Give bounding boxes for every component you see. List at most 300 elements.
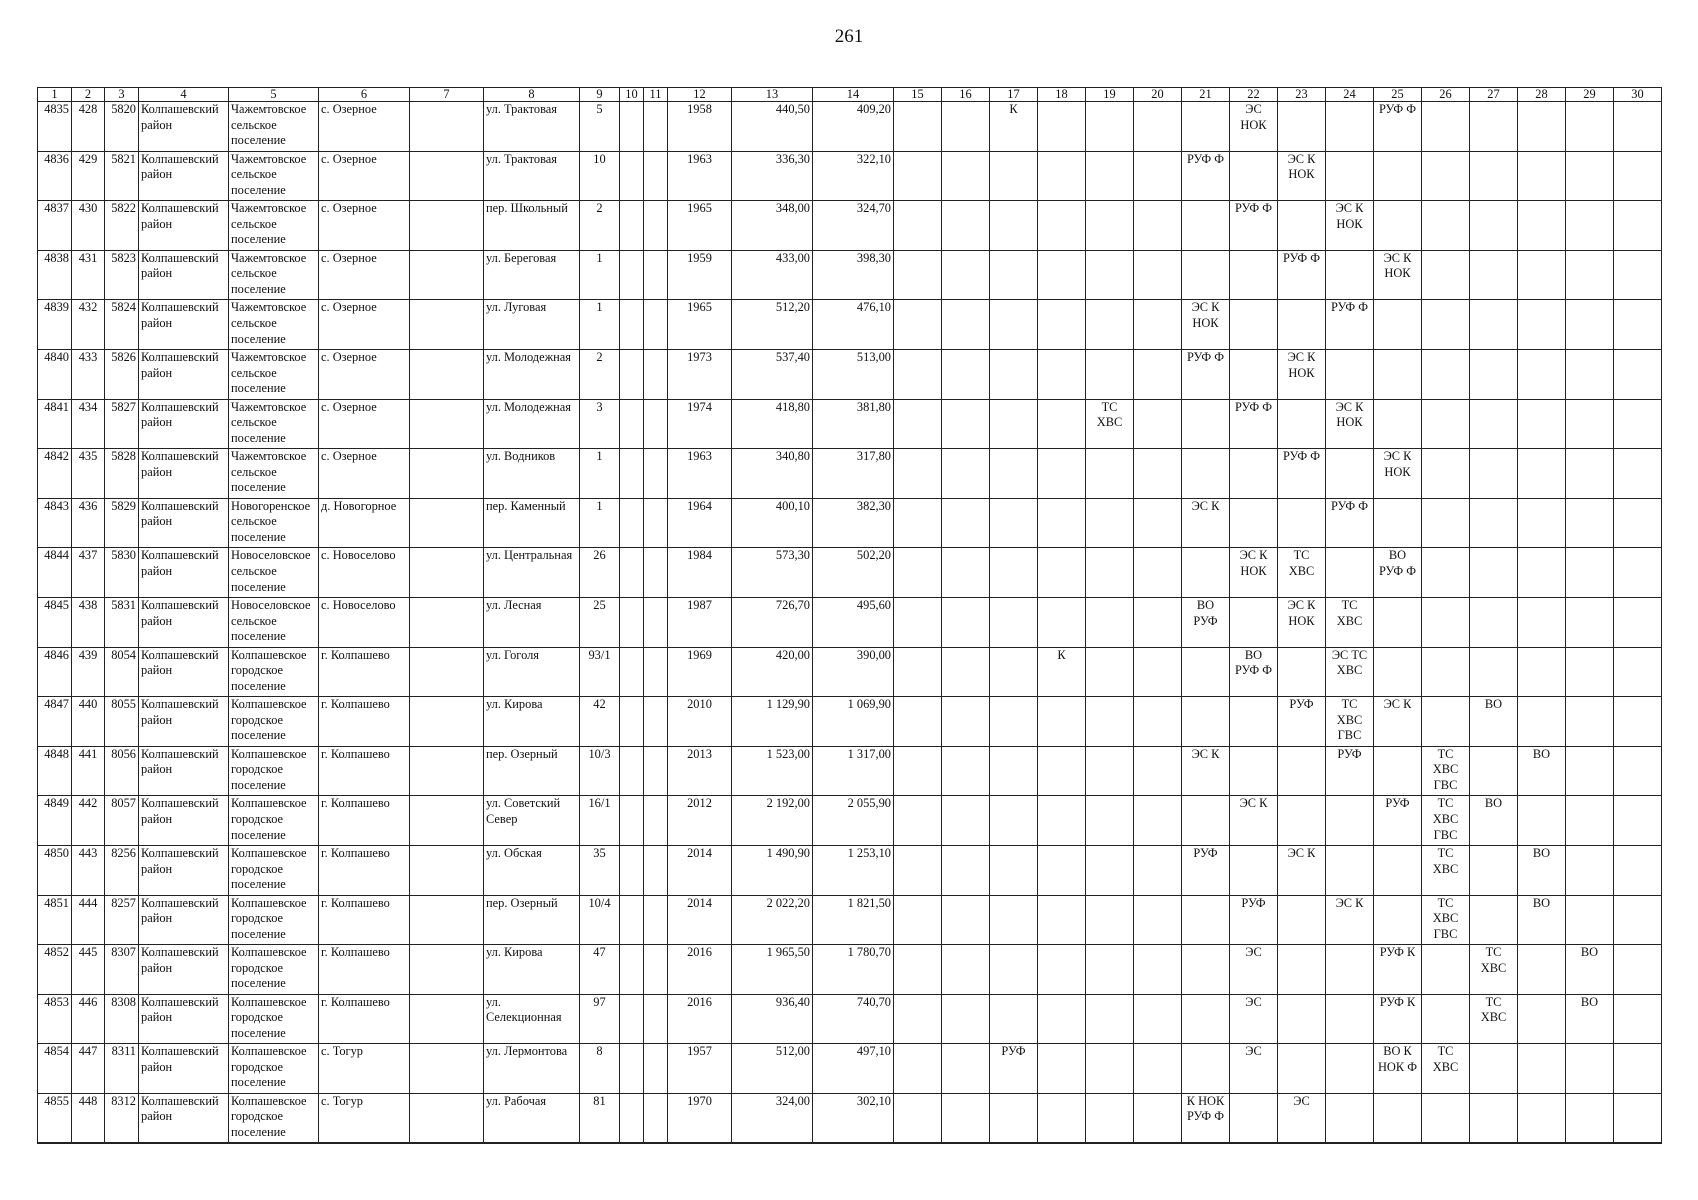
cell-col-17 [990, 895, 1038, 945]
cell-row-number: 4848 [38, 746, 72, 796]
cell-col-10 [620, 349, 644, 399]
cell-settlement-municipality: Новоселовское сельское поселение [229, 597, 319, 647]
cell-registry-id: 5830 [105, 548, 139, 598]
cell-col-23 [1278, 746, 1326, 796]
cell-living-area: 1 069,90 [813, 697, 894, 747]
cell-col-24: РУФ [1326, 746, 1374, 796]
cell-street: пер. Каменный [484, 498, 580, 548]
cell-col-21: РУФ Ф [1182, 349, 1230, 399]
cell-col-30 [1614, 647, 1662, 697]
column-header-30: 30 [1614, 88, 1662, 102]
cell-col-30 [1614, 895, 1662, 945]
cell-col-29 [1566, 250, 1614, 300]
cell-municipal-district: Колпашевский район [139, 796, 229, 846]
cell-col-30 [1614, 548, 1662, 598]
cell-col-10 [620, 845, 644, 895]
cell-col-22: ЭС К [1230, 796, 1278, 846]
cell-col-10 [620, 945, 644, 995]
cell-row-number: 4853 [38, 994, 72, 1044]
cell-col-25 [1374, 597, 1422, 647]
cell-living-area: 502,20 [813, 548, 894, 598]
cell-col-19 [1086, 1044, 1134, 1094]
cell-year-built: 1958 [668, 102, 732, 152]
cell-col-28 [1518, 647, 1566, 697]
cell-col-21 [1182, 548, 1230, 598]
cell-col-10 [620, 895, 644, 945]
cell-col-16 [942, 201, 990, 251]
cell-col-23 [1278, 102, 1326, 152]
cell-col-27 [1470, 1044, 1518, 1094]
cell-col-15 [894, 548, 942, 598]
cell-house-number: 1 [580, 498, 620, 548]
cell-living-area: 324,70 [813, 201, 894, 251]
cell-municipal-district: Колпашевский район [139, 498, 229, 548]
cell-col-26 [1422, 647, 1470, 697]
cell-col-24 [1326, 1044, 1374, 1094]
cell-street: ул. Селекционная [484, 994, 580, 1044]
cell-col-20 [1134, 647, 1182, 697]
table-row [38, 1044, 1662, 1094]
cell-municipal-district: Колпашевский район [139, 1044, 229, 1094]
register-body [38, 102, 1662, 1143]
cell-row-number: 4838 [38, 250, 72, 300]
cell-living-area: 740,70 [813, 994, 894, 1044]
cell-street: ул. Кирова [484, 945, 580, 995]
cell-col-20 [1134, 895, 1182, 945]
cell-total-area: 1 523,00 [732, 746, 813, 796]
cell-local-number: 434 [72, 399, 105, 449]
cell-col-28: ВО [1518, 746, 1566, 796]
cell-col-23 [1278, 647, 1326, 697]
cell-living-area: 322,10 [813, 151, 894, 201]
cell-registry-id: 8057 [105, 796, 139, 846]
column-header-28: 28 [1518, 88, 1566, 102]
cell-row-number: 4842 [38, 449, 72, 499]
cell-row-number: 4851 [38, 895, 72, 945]
cell-col-10 [620, 399, 644, 449]
cell-local-number: 429 [72, 151, 105, 201]
cell-living-area: 317,80 [813, 449, 894, 499]
cell-col-17 [990, 201, 1038, 251]
cell-col-20 [1134, 250, 1182, 300]
cell-col-7 [410, 151, 484, 201]
cell-col-24 [1326, 1093, 1374, 1143]
cell-col-19 [1086, 746, 1134, 796]
cell-settlement-municipality: Колпашевское городское поселение [229, 796, 319, 846]
cell-col-27 [1470, 250, 1518, 300]
cell-col-29 [1566, 449, 1614, 499]
cell-col-26 [1422, 1093, 1470, 1143]
cell-col-20 [1134, 151, 1182, 201]
cell-col-16 [942, 498, 990, 548]
cell-col-17 [990, 300, 1038, 350]
column-header-3: 3 [105, 88, 139, 102]
cell-col-20 [1134, 498, 1182, 548]
cell-col-20 [1134, 994, 1182, 1044]
cell-col-28 [1518, 449, 1566, 499]
cell-col-26 [1422, 548, 1470, 598]
cell-locality: г. Колпашево [319, 697, 410, 747]
cell-settlement-municipality: Колпашевское городское поселение [229, 845, 319, 895]
cell-registry-id: 8055 [105, 697, 139, 747]
column-header-12: 12 [668, 88, 732, 102]
cell-col-17 [990, 945, 1038, 995]
cell-col-15 [894, 102, 942, 152]
cell-col-18 [1038, 895, 1086, 945]
cell-total-area: 336,30 [732, 151, 813, 201]
cell-col-24 [1326, 102, 1374, 152]
cell-total-area: 726,70 [732, 597, 813, 647]
cell-local-number: 428 [72, 102, 105, 152]
cell-col-19 [1086, 697, 1134, 747]
cell-col-20 [1134, 399, 1182, 449]
cell-col-15 [894, 845, 942, 895]
cell-col-23 [1278, 796, 1326, 846]
cell-col-30 [1614, 845, 1662, 895]
column-number-row [38, 88, 1662, 102]
cell-col-27 [1470, 300, 1518, 350]
cell-col-10 [620, 498, 644, 548]
cell-col-30 [1614, 697, 1662, 747]
cell-col-19 [1086, 994, 1134, 1044]
cell-col-28 [1518, 151, 1566, 201]
cell-col-23: ЭС К НОК [1278, 151, 1326, 201]
cell-col-26 [1422, 250, 1470, 300]
cell-col-16 [942, 250, 990, 300]
cell-locality: г. Колпашево [319, 796, 410, 846]
cell-col-29: ВО [1566, 945, 1614, 995]
cell-locality: г. Колпашево [319, 746, 410, 796]
cell-house-number: 5 [580, 102, 620, 152]
cell-municipal-district: Колпашевский район [139, 548, 229, 598]
cell-locality: с. Озерное [319, 449, 410, 499]
cell-local-number: 432 [72, 300, 105, 350]
cell-total-area: 348,00 [732, 201, 813, 251]
cell-street: ул. Молодежная [484, 349, 580, 399]
cell-col-18 [1038, 697, 1086, 747]
cell-col-24 [1326, 796, 1374, 846]
cell-col-20 [1134, 102, 1182, 152]
cell-col-19 [1086, 349, 1134, 399]
cell-col-24: ЭС ТС ХВС [1326, 647, 1374, 697]
cell-col-18 [1038, 548, 1086, 598]
cell-col-29 [1566, 697, 1614, 747]
cell-col-19 [1086, 895, 1134, 945]
cell-col-22: ЭС НОК [1230, 102, 1278, 152]
cell-street: ул. Кирова [484, 697, 580, 747]
cell-living-area: 1 821,50 [813, 895, 894, 945]
cell-col-10 [620, 647, 644, 697]
cell-col-10 [620, 1044, 644, 1094]
cell-col-19 [1086, 548, 1134, 598]
cell-col-28 [1518, 597, 1566, 647]
cell-col-27 [1470, 895, 1518, 945]
column-header-14: 14 [813, 88, 894, 102]
cell-col-10 [620, 994, 644, 1044]
cell-col-26 [1422, 994, 1470, 1044]
cell-street: ул. Рабочая [484, 1093, 580, 1143]
cell-col-21 [1182, 449, 1230, 499]
cell-living-area: 495,60 [813, 597, 894, 647]
cell-settlement-municipality: Колпашевское городское поселение [229, 1044, 319, 1094]
cell-col-16 [942, 449, 990, 499]
cell-col-29 [1566, 349, 1614, 399]
cell-col-26 [1422, 498, 1470, 548]
cell-col-17 [990, 498, 1038, 548]
cell-col-21: ВО РУФ [1182, 597, 1230, 647]
cell-col-20 [1134, 845, 1182, 895]
cell-col-18 [1038, 300, 1086, 350]
cell-col-22 [1230, 250, 1278, 300]
cell-locality: с. Новоселово [319, 597, 410, 647]
cell-col-16 [942, 102, 990, 152]
cell-house-number: 97 [580, 994, 620, 1044]
cell-col-29 [1566, 597, 1614, 647]
cell-settlement-municipality: Новоселовское сельское поселение [229, 548, 319, 598]
cell-street: пер. Озерный [484, 895, 580, 945]
cell-col-7 [410, 796, 484, 846]
cell-municipal-district: Колпашевский район [139, 647, 229, 697]
cell-col-21: ЭС К [1182, 746, 1230, 796]
cell-col-23 [1278, 1044, 1326, 1094]
cell-col-29 [1566, 1044, 1614, 1094]
cell-year-built: 1965 [668, 300, 732, 350]
column-header-7: 7 [410, 88, 484, 102]
cell-street: ул. Луговая [484, 300, 580, 350]
cell-col-10 [620, 746, 644, 796]
cell-col-23 [1278, 201, 1326, 251]
cell-street: ул. Центральная [484, 548, 580, 598]
cell-col-21: ЭС К НОК [1182, 300, 1230, 350]
table-row [38, 697, 1662, 747]
cell-locality: г. Колпашево [319, 845, 410, 895]
cell-col-30 [1614, 201, 1662, 251]
cell-locality: с. Озерное [319, 102, 410, 152]
cell-col-17 [990, 349, 1038, 399]
cell-col-7 [410, 548, 484, 598]
cell-col-17 [990, 697, 1038, 747]
cell-settlement-municipality: Чажемтовское сельское поселение [229, 151, 319, 201]
cell-col-16 [942, 994, 990, 1044]
cell-registry-id: 5831 [105, 597, 139, 647]
cell-col-23 [1278, 498, 1326, 548]
cell-col-28 [1518, 697, 1566, 747]
cell-col-28 [1518, 1093, 1566, 1143]
column-header-17: 17 [990, 88, 1038, 102]
table-row [38, 746, 1662, 796]
table-row [38, 300, 1662, 350]
cell-house-number: 81 [580, 1093, 620, 1143]
cell-year-built: 1969 [668, 647, 732, 697]
cell-total-area: 512,00 [732, 1044, 813, 1094]
cell-col-11 [644, 697, 668, 747]
cell-col-7 [410, 746, 484, 796]
cell-col-18 [1038, 102, 1086, 152]
cell-col-15 [894, 300, 942, 350]
table-row [38, 597, 1662, 647]
cell-col-26: ТС ХВС [1422, 845, 1470, 895]
cell-col-27 [1470, 647, 1518, 697]
cell-col-28 [1518, 201, 1566, 251]
cell-col-28 [1518, 102, 1566, 152]
cell-col-27: ТС ХВС [1470, 945, 1518, 995]
cell-locality: с. Озерное [319, 201, 410, 251]
cell-col-17 [990, 399, 1038, 449]
cell-col-10 [620, 201, 644, 251]
cell-col-27 [1470, 498, 1518, 548]
cell-house-number: 2 [580, 349, 620, 399]
cell-row-number: 4841 [38, 399, 72, 449]
cell-col-18 [1038, 399, 1086, 449]
cell-col-18 [1038, 250, 1086, 300]
cell-col-24 [1326, 994, 1374, 1044]
cell-municipal-district: Колпашевский район [139, 449, 229, 499]
cell-house-number: 10/4 [580, 895, 620, 945]
cell-municipal-district: Колпашевский район [139, 201, 229, 251]
cell-col-30 [1614, 1093, 1662, 1143]
cell-house-number: 47 [580, 945, 620, 995]
cell-col-25 [1374, 647, 1422, 697]
cell-municipal-district: Колпашевский район [139, 300, 229, 350]
cell-locality: с. Озерное [319, 399, 410, 449]
column-header-11: 11 [644, 88, 668, 102]
cell-municipal-district: Колпашевский район [139, 597, 229, 647]
cell-col-18 [1038, 1093, 1086, 1143]
cell-col-16 [942, 746, 990, 796]
cell-col-22 [1230, 697, 1278, 747]
cell-col-30 [1614, 994, 1662, 1044]
cell-col-24 [1326, 151, 1374, 201]
cell-total-area: 440,50 [732, 102, 813, 152]
table-row [38, 151, 1662, 201]
cell-col-25 [1374, 845, 1422, 895]
cell-col-18 [1038, 449, 1086, 499]
cell-col-20 [1134, 449, 1182, 499]
cell-col-22 [1230, 845, 1278, 895]
cell-row-number: 4846 [38, 647, 72, 697]
cell-col-15 [894, 1044, 942, 1094]
cell-col-15 [894, 895, 942, 945]
cell-col-18 [1038, 498, 1086, 548]
cell-col-7 [410, 845, 484, 895]
cell-col-19 [1086, 498, 1134, 548]
cell-col-22 [1230, 498, 1278, 548]
cell-col-28 [1518, 399, 1566, 449]
cell-municipal-district: Колпашевский район [139, 994, 229, 1044]
cell-municipal-district: Колпашевский район [139, 102, 229, 152]
cell-locality: с. Озерное [319, 151, 410, 201]
column-header-26: 26 [1422, 88, 1470, 102]
cell-col-24 [1326, 845, 1374, 895]
cell-house-number: 8 [580, 1044, 620, 1094]
cell-col-24: ЭС К НОК [1326, 399, 1374, 449]
cell-registry-id: 5826 [105, 349, 139, 399]
cell-col-29 [1566, 300, 1614, 350]
cell-col-21 [1182, 796, 1230, 846]
cell-settlement-municipality: Чажемтовское сельское поселение [229, 399, 319, 449]
cell-col-26: ТС ХВС [1422, 1044, 1470, 1094]
cell-col-22: РУФ Ф [1230, 399, 1278, 449]
cell-col-23: ЭС [1278, 1093, 1326, 1143]
cell-col-26 [1422, 201, 1470, 251]
column-header-13: 13 [732, 88, 813, 102]
cell-municipal-district: Колпашевский район [139, 945, 229, 995]
cell-col-16 [942, 151, 990, 201]
cell-col-19 [1086, 845, 1134, 895]
cell-col-11 [644, 1044, 668, 1094]
cell-house-number: 25 [580, 597, 620, 647]
cell-col-27 [1470, 597, 1518, 647]
cell-col-22 [1230, 1093, 1278, 1143]
cell-locality: с. Озерное [319, 349, 410, 399]
cell-col-21 [1182, 250, 1230, 300]
cell-settlement-municipality: Чажемтовское сельское поселение [229, 201, 319, 251]
cell-col-18 [1038, 845, 1086, 895]
cell-col-28: ВО [1518, 845, 1566, 895]
cell-col-7 [410, 102, 484, 152]
cell-col-11 [644, 300, 668, 350]
cell-local-number: 440 [72, 697, 105, 747]
cell-street: ул. Обская [484, 845, 580, 895]
cell-col-11 [644, 449, 668, 499]
cell-registry-id: 8312 [105, 1093, 139, 1143]
cell-col-28 [1518, 945, 1566, 995]
cell-house-number: 1 [580, 449, 620, 499]
cell-col-26 [1422, 697, 1470, 747]
cell-living-area: 1 317,00 [813, 746, 894, 796]
cell-col-20 [1134, 1093, 1182, 1143]
cell-col-15 [894, 597, 942, 647]
cell-year-built: 1957 [668, 1044, 732, 1094]
cell-living-area: 476,10 [813, 300, 894, 350]
cell-year-built: 1973 [668, 349, 732, 399]
cell-settlement-municipality: Чажемтовское сельское поселение [229, 449, 319, 499]
cell-col-29 [1566, 796, 1614, 846]
cell-col-20 [1134, 1044, 1182, 1094]
cell-col-21: К НОК РУФ Ф [1182, 1093, 1230, 1143]
cell-col-20 [1134, 201, 1182, 251]
cell-col-26 [1422, 300, 1470, 350]
cell-col-25: ВО К НОК Ф [1374, 1044, 1422, 1094]
cell-col-16 [942, 1093, 990, 1143]
cell-col-10 [620, 250, 644, 300]
cell-col-25 [1374, 151, 1422, 201]
cell-col-28 [1518, 250, 1566, 300]
cell-col-20 [1134, 300, 1182, 350]
cell-col-24 [1326, 449, 1374, 499]
column-header-6: 6 [319, 88, 410, 102]
cell-col-19 [1086, 1093, 1134, 1143]
column-header-16: 16 [942, 88, 990, 102]
column-header-19: 19 [1086, 88, 1134, 102]
cell-col-29: ВО [1566, 994, 1614, 1044]
cell-street: ул. Гоголя [484, 647, 580, 697]
cell-total-area: 537,40 [732, 349, 813, 399]
table-row [38, 845, 1662, 895]
column-header-24: 24 [1326, 88, 1374, 102]
cell-col-11 [644, 201, 668, 251]
cell-col-16 [942, 945, 990, 995]
cell-col-22 [1230, 300, 1278, 350]
cell-col-22: РУФ Ф [1230, 201, 1278, 251]
cell-col-26 [1422, 102, 1470, 152]
cell-col-23: ЭС К [1278, 845, 1326, 895]
cell-col-7 [410, 1093, 484, 1143]
cell-year-built: 2014 [668, 895, 732, 945]
cell-col-21 [1182, 1044, 1230, 1094]
cell-col-24 [1326, 250, 1374, 300]
cell-col-21 [1182, 647, 1230, 697]
